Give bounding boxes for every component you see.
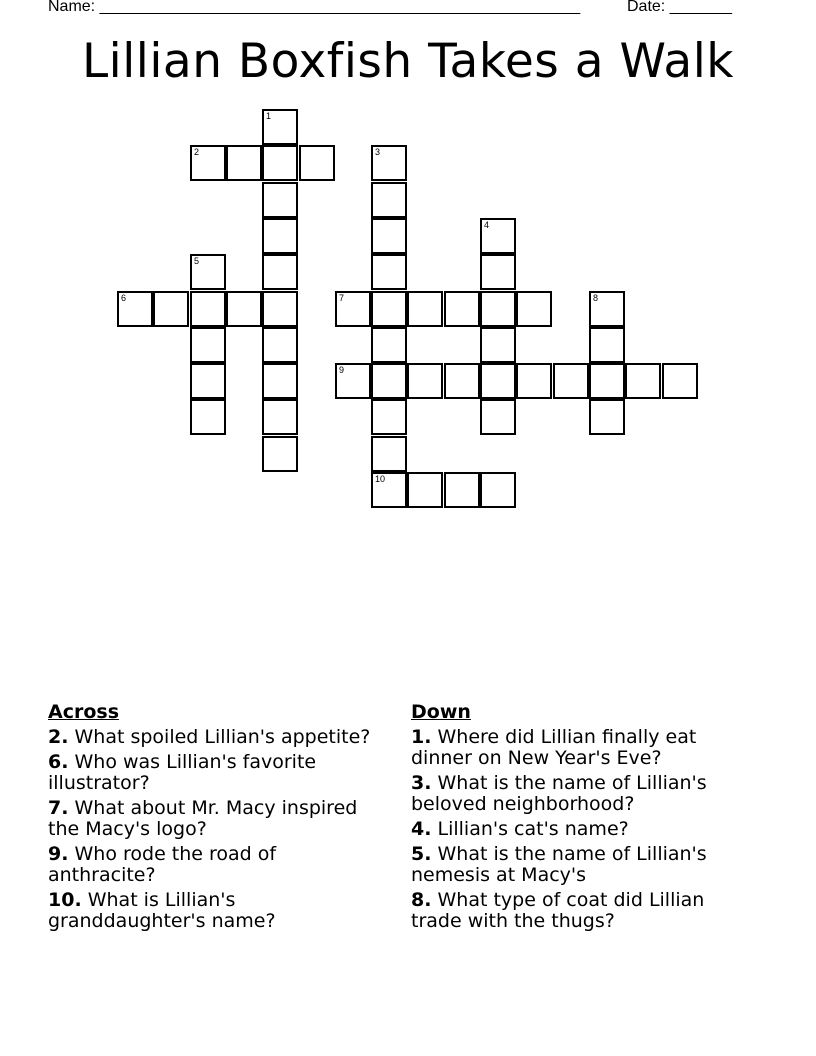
clue-text: What type of coat did Lillian trade with the thugs?	[411, 889, 705, 932]
down-clues	[411, 702, 751, 936]
page-title: Lillian Boxfish Takes a Walk	[81, 34, 735, 89]
clue-number: 1.	[411, 726, 432, 748]
grid-cell[interactable]	[371, 436, 407, 472]
cell-number: 4	[484, 220, 490, 230]
grid-cell[interactable]	[262, 436, 298, 472]
grid-cell[interactable]	[371, 472, 407, 508]
clue-number: 7.	[48, 797, 69, 819]
grid-cell[interactable]	[190, 327, 226, 363]
clue-number: 9.	[48, 843, 69, 865]
grid-cell[interactable]	[589, 363, 625, 399]
down-heading: Down	[411, 701, 471, 723]
grid-cell[interactable]	[407, 472, 443, 508]
grid-cell[interactable]	[262, 291, 298, 327]
clue-number: 5.	[411, 843, 432, 865]
grid-cell[interactable]	[480, 291, 516, 327]
cell-number: 10	[375, 474, 386, 484]
grid-cell[interactable]	[262, 399, 298, 435]
grid-cell[interactable]	[262, 145, 298, 181]
clue-text: What is the name of Lillian's nemesis at Macy's	[411, 843, 707, 886]
grid-cell[interactable]	[516, 363, 552, 399]
grid-cell[interactable]	[444, 291, 480, 327]
grid-cell[interactable]	[480, 363, 516, 399]
grid-cell[interactable]	[371, 327, 407, 363]
grid-cell[interactable]	[371, 254, 407, 290]
clue-number: 6.	[48, 751, 69, 773]
grid-cell[interactable]	[262, 182, 298, 218]
grid-cell[interactable]	[117, 291, 153, 327]
grid-cell[interactable]	[190, 363, 226, 399]
cell-number: 1	[266, 111, 272, 121]
across-clues	[48, 702, 378, 936]
grid-cell[interactable]	[371, 399, 407, 435]
grid-cell[interactable]	[553, 363, 589, 399]
clue-down	[411, 890, 751, 932]
grid-cell[interactable]	[371, 363, 407, 399]
clue-across	[48, 727, 378, 748]
grid-cell[interactable]	[625, 363, 661, 399]
date-field[interactable]: Date: _______	[627, 0, 732, 15]
clue-across	[48, 752, 378, 794]
grid-cell[interactable]	[262, 327, 298, 363]
cell-number: 7	[339, 293, 345, 303]
clue-down	[411, 727, 751, 769]
grid-cell[interactable]	[662, 363, 698, 399]
clue-text: What about Mr. Macy inspired the Macy's logo?	[48, 797, 358, 840]
grid-cell[interactable]	[190, 291, 226, 327]
clue-across	[48, 844, 378, 886]
grid-cell[interactable]	[480, 399, 516, 435]
grid-cell[interactable]	[516, 291, 552, 327]
clue-down	[411, 773, 751, 815]
grid-cell[interactable]	[226, 145, 262, 181]
grid-cell[interactable]	[444, 472, 480, 508]
grid-cell[interactable]	[407, 291, 443, 327]
grid-cell[interactable]	[190, 145, 226, 181]
clue-text: What is Lillian's granddaughter's name?	[48, 889, 276, 932]
grid-cell[interactable]	[371, 145, 407, 181]
clue-text: Lillian's cat's name?	[437, 818, 629, 840]
clue-text: Where did Lillian finally eat dinner on New Year's Eve?	[411, 726, 697, 769]
grid-cell[interactable]	[407, 363, 443, 399]
grid-cell[interactable]	[589, 291, 625, 327]
grid-cell[interactable]	[190, 254, 226, 290]
grid-cell[interactable]	[335, 291, 371, 327]
grid-cell[interactable]	[262, 254, 298, 290]
grid-cell[interactable]	[153, 291, 189, 327]
grid-cell[interactable]	[589, 399, 625, 435]
grid-cell[interactable]	[262, 363, 298, 399]
clue-text: What spoiled Lillian's appetite?	[74, 726, 371, 748]
cell-number: 8	[593, 293, 599, 303]
clue-across	[48, 890, 378, 932]
cell-number: 5	[194, 256, 200, 266]
grid-cell[interactable]	[444, 363, 480, 399]
clue-text: What is the name of Lillian's beloved neighborhood?	[411, 772, 707, 815]
grid-cell[interactable]	[480, 327, 516, 363]
cell-number: 3	[375, 147, 381, 157]
clue-number: 3.	[411, 772, 432, 794]
clue-text: Who rode the road of anthracite?	[48, 843, 277, 886]
grid-cell[interactable]	[299, 145, 335, 181]
grid-cell[interactable]	[371, 218, 407, 254]
grid-cell[interactable]	[190, 399, 226, 435]
across-heading: Across	[48, 701, 120, 723]
clue-down	[411, 819, 751, 840]
clue-across	[48, 798, 378, 840]
grid-cell[interactable]	[480, 254, 516, 290]
cell-number: 9	[339, 365, 345, 375]
grid-cell[interactable]	[480, 218, 516, 254]
grid-cell[interactable]	[371, 182, 407, 218]
name-field[interactable]: Name: ______________________________________________________	[48, 0, 581, 15]
clue-text: Who was Lillian's favorite illustrator?	[48, 751, 317, 794]
grid-cell[interactable]	[226, 291, 262, 327]
grid-cell[interactable]	[335, 363, 371, 399]
grid-cell[interactable]	[480, 472, 516, 508]
clue-number: 8.	[411, 889, 432, 911]
cell-number: 2	[194, 147, 200, 157]
clue-down	[411, 844, 751, 886]
grid-cell[interactable]	[589, 327, 625, 363]
clue-number: 2.	[48, 726, 69, 748]
grid-cell[interactable]	[371, 291, 407, 327]
cell-number: 6	[121, 293, 127, 303]
clue-number: 4.	[411, 818, 432, 840]
grid-cell[interactable]	[262, 218, 298, 254]
clue-number: 10.	[48, 889, 82, 911]
grid-cell[interactable]	[262, 109, 298, 145]
